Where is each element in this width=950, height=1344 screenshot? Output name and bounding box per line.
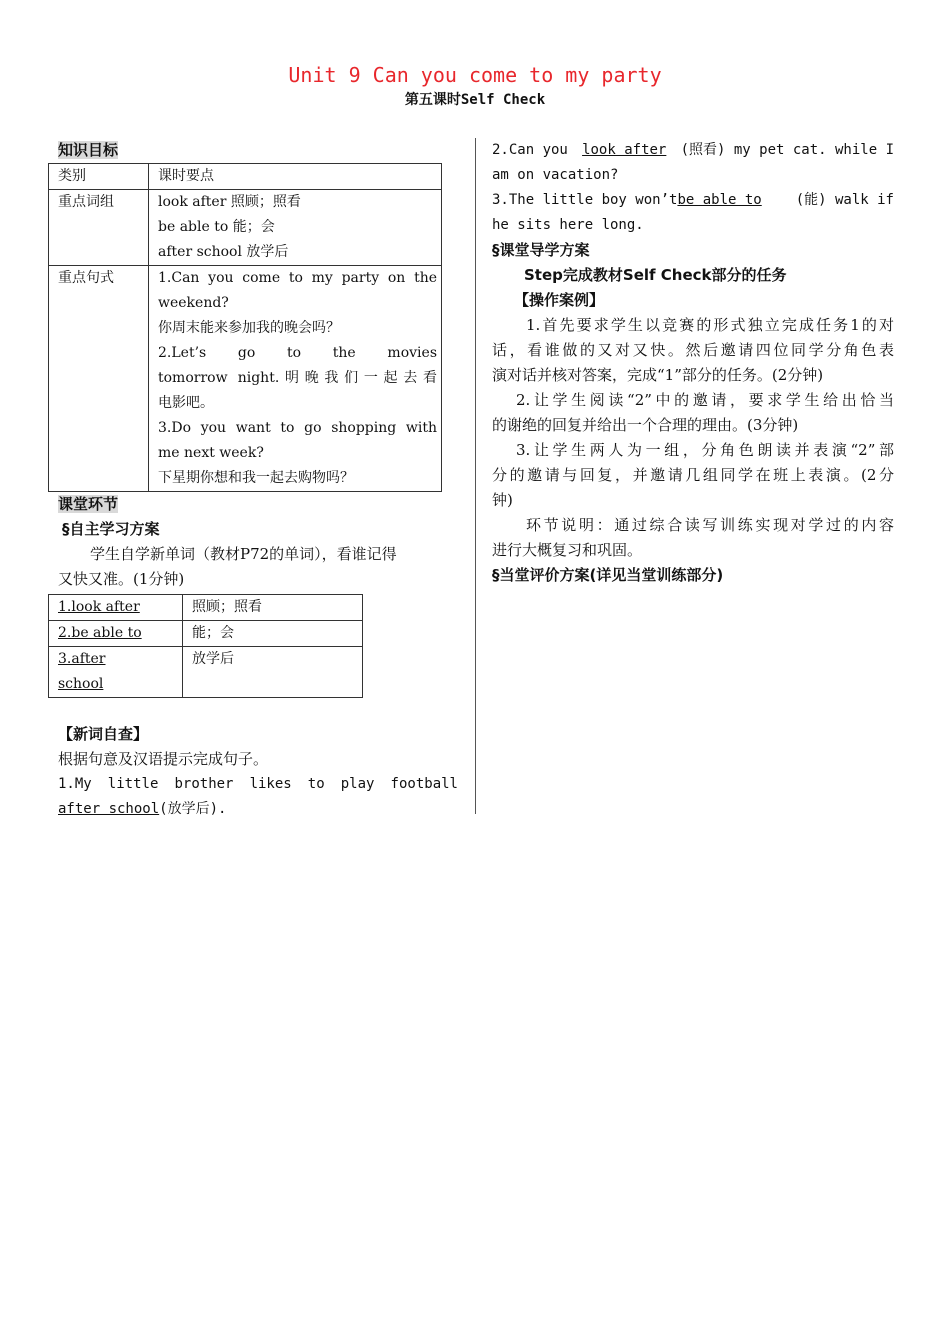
table-header-cell: 课时要点 [149,164,442,190]
question-2-line: 2.Can you look after (照看) my pet cat. while I [492,142,894,158]
table-cell: 照顾；照看 [183,595,363,621]
page-subtitle: 第五课时Self Check [404,92,546,108]
table-cell: 重点句式 [49,266,149,492]
note-line: 环节说明：通过综合读写训练实现对学过的内容 [526,516,894,534]
table-cell: look after 照顾；照看 be able to 能；会 after school 放学后 [149,190,442,266]
page-title: Unit 9 Can you come to my party [288,63,662,87]
table-cell: 放学后 [183,647,363,698]
question-1-line: 1.My little brother likes to play football [58,776,458,792]
new-words-instruction: 根据句意及汉语提示完成句子。 [58,750,269,768]
note-line: 进行大概复习和巩固。 [492,541,643,559]
table-cell: 3.after school [49,647,183,698]
table-cell: 1.Can you come to my party on the weekend? 你周末能来参加我的晚会吗？ 2.Let’s go to the movies tomorrow night.明晚我们一起去看 电影吧。 3.Do you want to go shopping with me next week? 下星期你想和我一起去购物吗？ [149,266,442,492]
column-divider [475,138,476,814]
table-cell: 2.be able to [49,621,183,647]
case-line: 3.让学生两人为一组，分角色朗读并表演“2”部 [516,441,894,459]
case-line: 的谢绝的回复并给出一个合理的理由。(3分钟) [492,416,799,434]
step-heading: Step完成教材Self Check部分的任务 [524,266,787,284]
self-study-para-line: 又快又准。(1分钟) [58,570,185,588]
case-line: 演对话并核对答案，完成“1”部分的任务。(2分钟) [492,366,824,384]
left-column [48,138,458,822]
class-heading: 课堂环节 [58,495,119,513]
new-words-heading: 【新词自查】 [58,725,149,743]
case-line: 2.让学生阅读“2”中的邀请，要求学生给出恰当 [516,391,894,409]
table-row [49,595,363,621]
case-line: 分的邀请与回复，并邀请几组同学在班上表演。(2分 [492,466,894,484]
question-3-line-2: he sits here long. [492,217,644,233]
right-column [492,138,894,588]
guide-heading: §课堂导学方案 [492,241,590,259]
case-line: 钟) [492,491,513,509]
question-2-line-2: am on vacation? [492,167,619,183]
table-cell: 能；会 [183,621,363,647]
self-study-heading: §自主学习方案 [62,520,160,538]
eval-heading: §当堂评价方案(详见当堂训练部分) [492,566,724,584]
question-1-answer-line: after school(放学后). [58,801,227,817]
table-row [49,621,363,647]
table-row [49,647,363,698]
goals-heading: 知识目标 [58,141,119,159]
case-line: 1.首先要求学生以竞赛的形式独立完成任务1的对 [526,316,894,334]
table-header-cell: 类别 [49,164,149,190]
table-row [49,266,442,492]
table-row [49,164,442,190]
table-cell: 重点词组 [49,190,149,266]
case-heading: 【操作案例】 [514,291,605,309]
vocab-table [48,594,363,698]
self-study-para-line: 学生自学新单词（教材P72的单词），看谁记得 [90,545,397,563]
goals-table [48,163,442,492]
question-3-line: 3.The little boy won’tbe able to (能) walk if [492,192,894,208]
case-line: 话，看谁做的又对又快。然后邀请四位同学分角色表 [492,341,894,359]
table-row [49,190,442,266]
table-cell: 1.look after [49,595,183,621]
